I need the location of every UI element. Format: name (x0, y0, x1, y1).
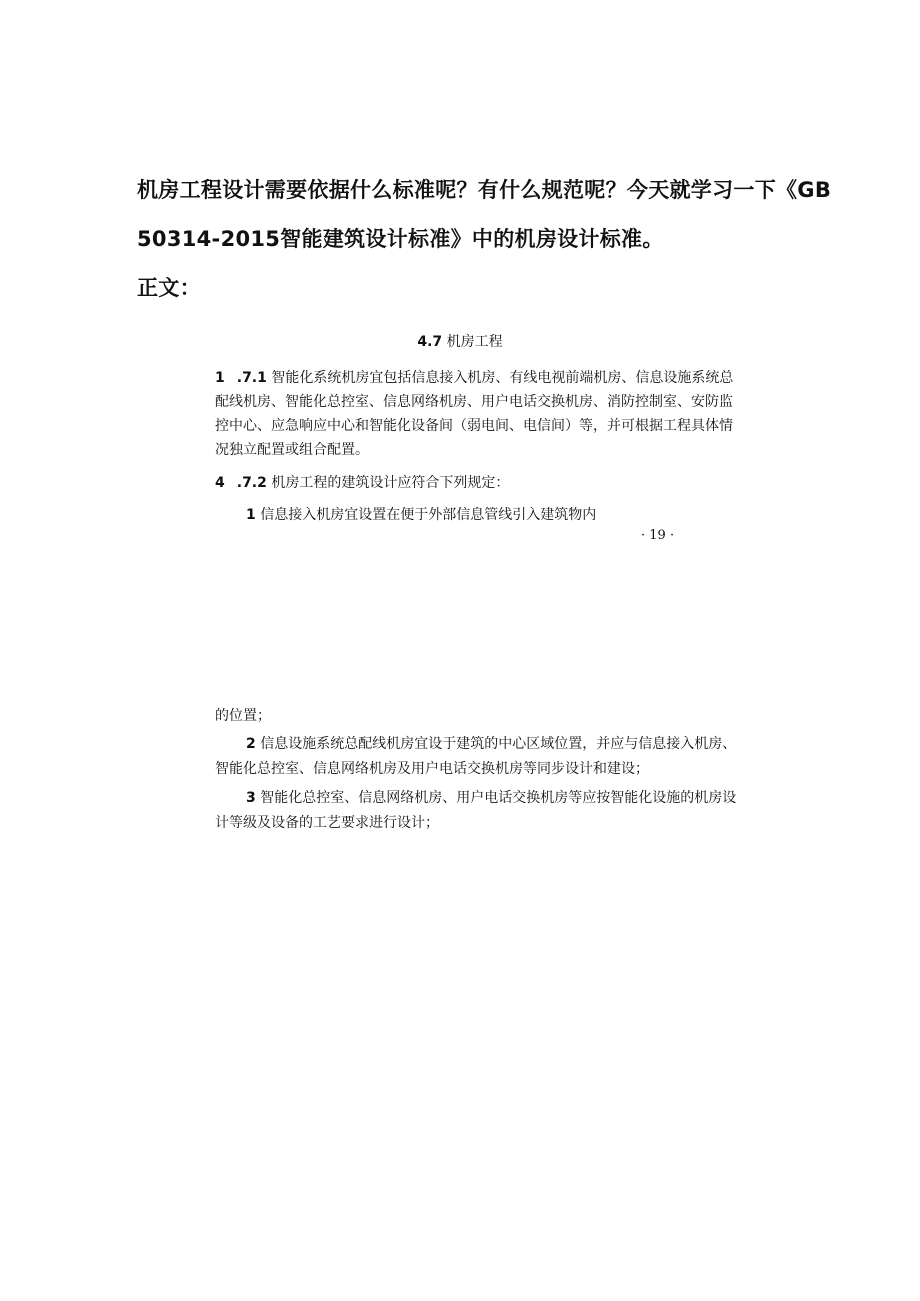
intro-line-1: 机房工程设计需要依据什么标准呢？有什么规范呢？今天就学习一下《GB (137, 178, 832, 202)
section-heading (0, 331, 920, 351)
clause-line: 配线机房、智能化总控室、信息网络机房、用户电话交换机房、消防控制室、安防监 (215, 394, 733, 410)
item-text: 信息设施系统总配线机房宜设于建筑的中心区域位置，并应与信息接入机房、 (260, 736, 737, 752)
clause-number-a: 4 (215, 475, 225, 491)
clause-number-b: .7.1 (236, 370, 267, 386)
clause-number-b: .7.2 (236, 475, 267, 491)
clause-text: 机房工程的建筑设计应符合下列规定： (271, 475, 510, 491)
item-1-continuation: 的位置； (215, 708, 271, 724)
clause-4-7-2 (215, 471, 509, 495)
body-label: 正文： (137, 276, 201, 300)
section-title: 机房工程 (446, 334, 503, 350)
clause-text: 智能化系统机房宜包括信息接入机房、有线电视前端机房、信息设施系统总 (271, 370, 734, 386)
item-text: 智能化总控室、信息网络机房、用户电话交换机房等应按智能化设施的机房设 (260, 790, 737, 806)
item-text: 信息接入机房宜设置在便于外部信息管线引入建筑物内 (260, 507, 597, 523)
item-2 (246, 732, 736, 756)
intro-line-2: 50314-2015智能建筑设计标准》中的机房设计标准。 (137, 227, 664, 251)
page-number: · 19 · (641, 528, 675, 543)
clause-line: 控中心、应急响应中心和智能化设备间（弱电间、电信间）等，并可根据工程具体情 (215, 418, 733, 434)
item-1 (246, 503, 596, 527)
clause-number-a: 1 (215, 370, 225, 386)
clause-line (215, 366, 733, 390)
clause-line: 况独立配置或组合配置。 (215, 442, 369, 458)
clause-4-7-1 (215, 366, 733, 462)
item-number: 2 (246, 736, 256, 752)
item-number: 3 (246, 790, 256, 806)
item-2-continuation: 智能化总控室、信息网络机房及用户电话交换机房等同步设计和建设； (215, 761, 649, 777)
item-3-continuation: 计等级及设备的工艺要求进行设计； (215, 815, 439, 831)
item-number: 1 (246, 507, 256, 523)
item-3 (246, 786, 736, 810)
section-number: 4.7 (417, 334, 443, 350)
